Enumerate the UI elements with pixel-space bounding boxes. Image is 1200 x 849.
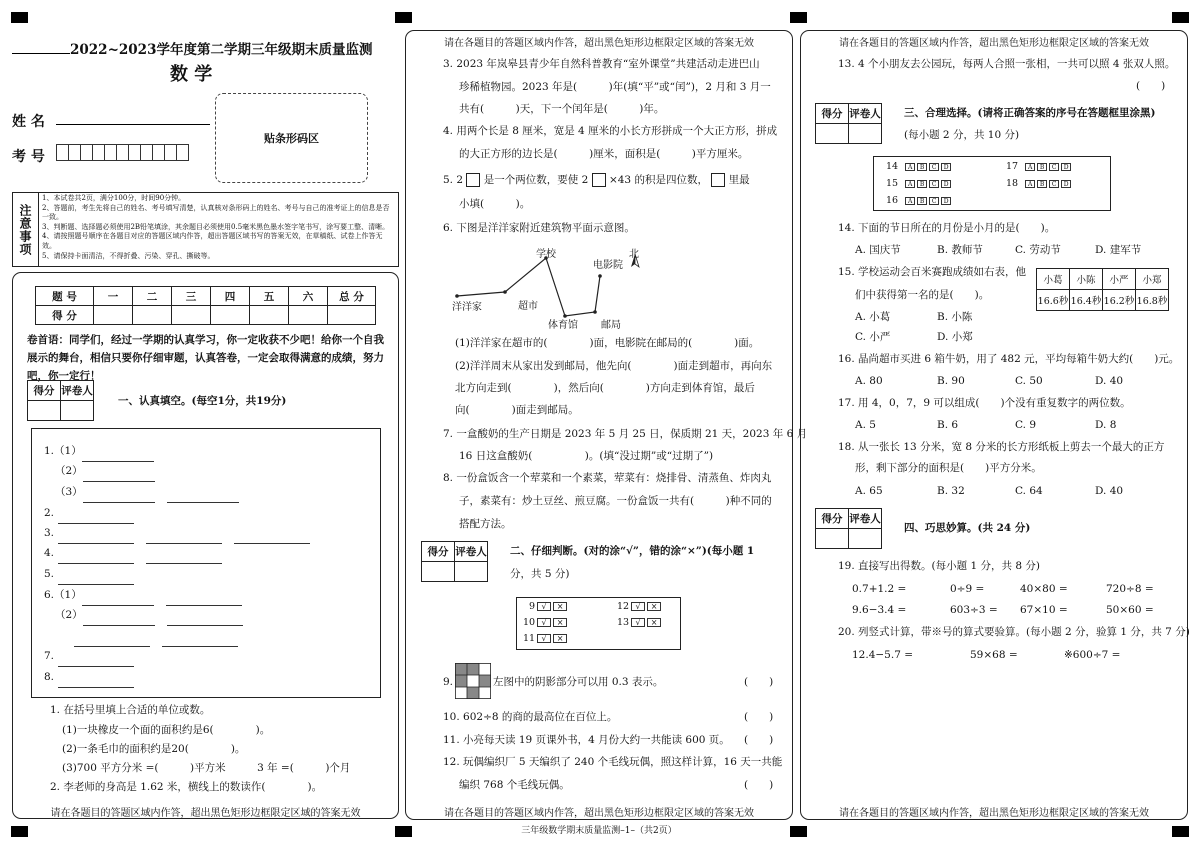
- answer-3: 3.: [44, 523, 310, 544]
- true-option[interactable]: √: [631, 618, 645, 627]
- question-13: 13. 4 个小朋友去公园玩，每两人合照一张相，一共可以照 4 张双人照。: [838, 58, 1176, 70]
- map-label-market: 超市: [518, 301, 538, 312]
- section4-title: 四、巧思妙算。(共 24 分): [904, 522, 1031, 534]
- race-table: 小葛 小陈 小严 小郑 16.6秒 16.4秒 16.2秒 16.8秒: [1036, 268, 1169, 311]
- false-option[interactable]: ×: [553, 618, 567, 627]
- question-1c: (3)700 平方分米 =( )平方米 3 年 =( )个月: [62, 762, 351, 774]
- id-label: 考 号: [12, 149, 45, 165]
- answer-paren[interactable]: ( ): [744, 779, 774, 791]
- score-table: 题 号 一 二 三 四 五 六 总 分 得 分: [35, 286, 376, 325]
- registration-mark: [1172, 12, 1189, 23]
- question-9: 9.: [443, 676, 454, 688]
- subject-title: 数 学: [170, 64, 213, 85]
- answer-6-1: 6.（1）: [44, 585, 242, 606]
- judge-answer-box: 9 √ × 10 √ × 11 √ × 12 √ × 13 √ ×: [516, 597, 681, 650]
- map-label-gym: 体育馆: [548, 320, 578, 331]
- question-4: 4. 用两个长是 8 厘米，宽是 4 厘米的小长方形拼成一个大正方形，拼成: [443, 125, 778, 137]
- question-6-1: (1)洋洋家在超市的( )面，电影院在邮局的( )面。: [455, 337, 760, 349]
- map-label-post: 邮局: [601, 320, 621, 331]
- answer-8: 8.: [44, 667, 134, 688]
- name-field[interactable]: [56, 124, 210, 125]
- notice-item: 4、请按照题号顺序在各题目对应的答题区域内作答，超出答题区域书写的答案无效，在草稿纸、试卷上作答无效。: [42, 232, 383, 250]
- options-14: A. 国庆节 B. 教师节 C. 劳动节 D. 建军节: [855, 244, 1142, 256]
- exam-title: 2022~2023学年度第二学期三年级期末质量监测: [12, 38, 392, 58]
- answer-paren[interactable]: ( ): [744, 734, 774, 746]
- true-option[interactable]: √: [537, 618, 551, 627]
- north-label: 北: [629, 249, 639, 260]
- question-1b: (2)一条毛巾的面积约是20( )。: [62, 743, 246, 755]
- grader-box: 得分 评卷人: [27, 380, 94, 421]
- question-5: 5. 2 是一个两位数，要使 2 ×43 的积是四位数， 里最: [443, 174, 750, 186]
- question-14: 14. 下面的节日所在的月份是小月的是( )。: [838, 222, 1056, 234]
- question-6: 6. 下图是洋洋家附近建筑物平面示意图。: [443, 222, 635, 234]
- answer-4: 4.: [44, 543, 222, 564]
- answer-area-notice: 请在各题目的答题区域内作答，超出黑色矩形边框限定区域的答案无效: [839, 38, 1149, 49]
- notice-label: 注意事项: [13, 193, 39, 266]
- options-17: A. 5 B. 6 C. 9 D. 8: [855, 419, 1117, 431]
- digit-box[interactable]: [592, 173, 606, 187]
- question-19: 19. 直接写出得数。(每小题 1 分，共 8 分): [838, 560, 1040, 572]
- grader-box: 得分 评卷人: [421, 541, 488, 582]
- notice-box: [12, 192, 399, 267]
- registration-mark: [1172, 826, 1189, 837]
- section3-title: 三、合理选择。(请将正确答案的序号在答题框里涂黑): [904, 107, 1156, 119]
- vertical-calc-row: 12.4−5.7 = 59×68 = ※600÷7 =: [852, 649, 1121, 661]
- question-1a: (1)一块橡皮一个面的面积约是6( )。: [62, 724, 271, 736]
- registration-mark: [11, 826, 28, 837]
- answer-paren[interactable]: ( ): [744, 676, 774, 688]
- answer-paren[interactable]: ( ): [744, 711, 774, 723]
- answer-area-notice: 请在各题目的答题区域内作答，超出黑色矩形边框限定区域的答案无效: [839, 808, 1149, 819]
- digit-box[interactable]: [466, 173, 480, 187]
- name-label: 姓 名: [12, 114, 45, 130]
- answer-7: 7.: [44, 646, 134, 667]
- false-option[interactable]: ×: [647, 618, 661, 627]
- map-label-cinema: 电影院: [593, 260, 623, 271]
- answer-1-2: （2）: [55, 461, 155, 482]
- registration-mark: [11, 12, 28, 23]
- question-1: 1. 在括号里填上合适的单位或数。: [50, 704, 211, 716]
- false-option[interactable]: ×: [553, 602, 567, 611]
- calc-row: 0.7+1.2 = 0÷9 = 40×80 = 720÷8 =: [852, 583, 1154, 595]
- answer-6-2: （2）: [55, 605, 243, 626]
- notice-item: 2、答题前，考生先将自己的姓名、考号填写清楚，认真核对条形码上的姓名、考号与自己的准考证上的信息是否一致。: [42, 203, 390, 222]
- choice-answer-box: 14 A B C D 15 A B C D 16 A B C D 17 A B C D 18 A B C D: [873, 156, 1111, 211]
- registration-mark: [395, 12, 412, 23]
- digit-box[interactable]: [711, 173, 725, 187]
- id-field[interactable]: [56, 144, 188, 164]
- options-18: A. 65 B. 32 C. 64 D. 40: [855, 485, 1124, 497]
- section1-title: 一、认真填空。(每空1分，共19分): [118, 395, 287, 407]
- notice-item: 3、判断题、选择题必须使用2B铅笔填涂，其余题目必须使用0.5毫米黑色墨水签字笔书写，涂写要工整、清晰。: [42, 222, 390, 231]
- question-10: 10. 602÷8 的商的最高位在百位上。: [443, 711, 618, 723]
- question-18: 18. 从一张长 13 分米，宽 8 分米的长方形纸板上剪去一个最大的正方: [838, 441, 1165, 453]
- true-option[interactable]: √: [537, 634, 551, 643]
- answer-5: 5.: [44, 564, 134, 585]
- calc-row: 9.6−3.4 = 603÷3 = 67×10 = 50×60 =: [852, 604, 1154, 616]
- question-2: 2. 李老师的身高是 1.62 米，横线上的数读作( )。: [50, 781, 323, 793]
- false-option[interactable]: ×: [553, 634, 567, 643]
- answer-area-notice: 请在各题目的答题区域内作答，超出黑色矩形边框限定区域的答案无效: [444, 808, 754, 819]
- map-label-school: 学校: [536, 249, 556, 260]
- question-20: 20. 列竖式计算，带※号的算式要验算。(每小题 2 分，验算 1 分，共 7 分): [838, 626, 1190, 638]
- answer-area-notice: 请在各题目的答题区域内作答，超出黑色矩形边框限定区域的答案无效: [444, 38, 754, 49]
- answer-2: 2.: [44, 503, 134, 524]
- question-8: 8. 一份盒饭含一个荤菜和一个素菜，荤菜有：烧排骨、清蒸鱼、炸肉丸: [443, 472, 772, 484]
- map-label-home: 洋洋家: [452, 302, 482, 313]
- barcode-label: 贴条形码区: [264, 132, 319, 145]
- notice-item: 5、请保持卡面清洁，不得折叠、污染、穿孔、撕破等。: [42, 251, 215, 260]
- barcode-area: [215, 93, 368, 183]
- question-16: 16. 晶尚超市买进 6 箱牛奶，用了 482 元，平均每箱牛奶大约( )元。: [838, 353, 1180, 365]
- answer-6-3: [74, 626, 238, 647]
- section2-title: 二、仔细判断。(对的涂“√”，错的涂“×”)(每小题 1: [510, 545, 755, 557]
- options-15: A. 小葛 B. 小陈: [855, 311, 973, 323]
- question-15: 15. 学校运动会百米赛跑成绩如右表，他: [838, 266, 1027, 278]
- question-7: 7. 一盒酸奶的生产日期是 2023 年 5 月 25 日，保质期 21 天，2023 年 6 月: [443, 428, 808, 440]
- page-footer: 三年级数学期末质量监测–1–（共2页）: [521, 826, 677, 836]
- answer-1-3: （3）: [55, 482, 239, 503]
- notice-item: 1、本试卷共2页，满分100分，时间90分钟。: [42, 194, 186, 202]
- answer-area-notice: 请在各题目的答题区域内作答，超出黑色矩形边框限定区域的答案无效: [50, 808, 361, 819]
- grid-figure: [455, 663, 491, 699]
- question-6-2: (2)洋洋周末从家出发到邮局，他先向( )面走到超市，再向东: [455, 360, 773, 372]
- grader-box: 得分 评卷人: [815, 508, 882, 549]
- options-16: A. 80 B. 90 C. 50 D. 40: [855, 375, 1124, 387]
- registration-mark: [790, 12, 807, 23]
- question-3: 3. 2023 年岚皋县青少年自然科普教育“室外课堂”共建活动走进巴山: [443, 58, 760, 70]
- question-17: 17. 用 4，0，7，9 可以组成( )个没有重复数字的两位数。: [838, 397, 1131, 409]
- true-option[interactable]: √: [537, 602, 551, 611]
- grader-box: 得分 评卷人: [815, 103, 882, 144]
- answer-1-1: 1.（1）: [44, 441, 154, 462]
- question-11: 11. 小亮每天读 19 页课外书，4 月份大约一共能读 600 页。: [443, 734, 730, 746]
- true-option[interactable]: √: [631, 602, 645, 611]
- intro-text: 卷首语：同学们，经过一学期的认真学习，你一定收获不少吧！给你一个自我展示的舞台，相信只要你仔细审题，认真答卷，一定会取得满意的成绩，努力吧，你一定行！: [27, 334, 384, 382]
- false-option[interactable]: ×: [647, 602, 661, 611]
- answer-paren[interactable]: ( ): [1136, 80, 1166, 92]
- question-12: 12. 玩偶编织厂 5 天编织了 240 个毛线玩偶，照这样计算，16 天一共能: [443, 756, 783, 768]
